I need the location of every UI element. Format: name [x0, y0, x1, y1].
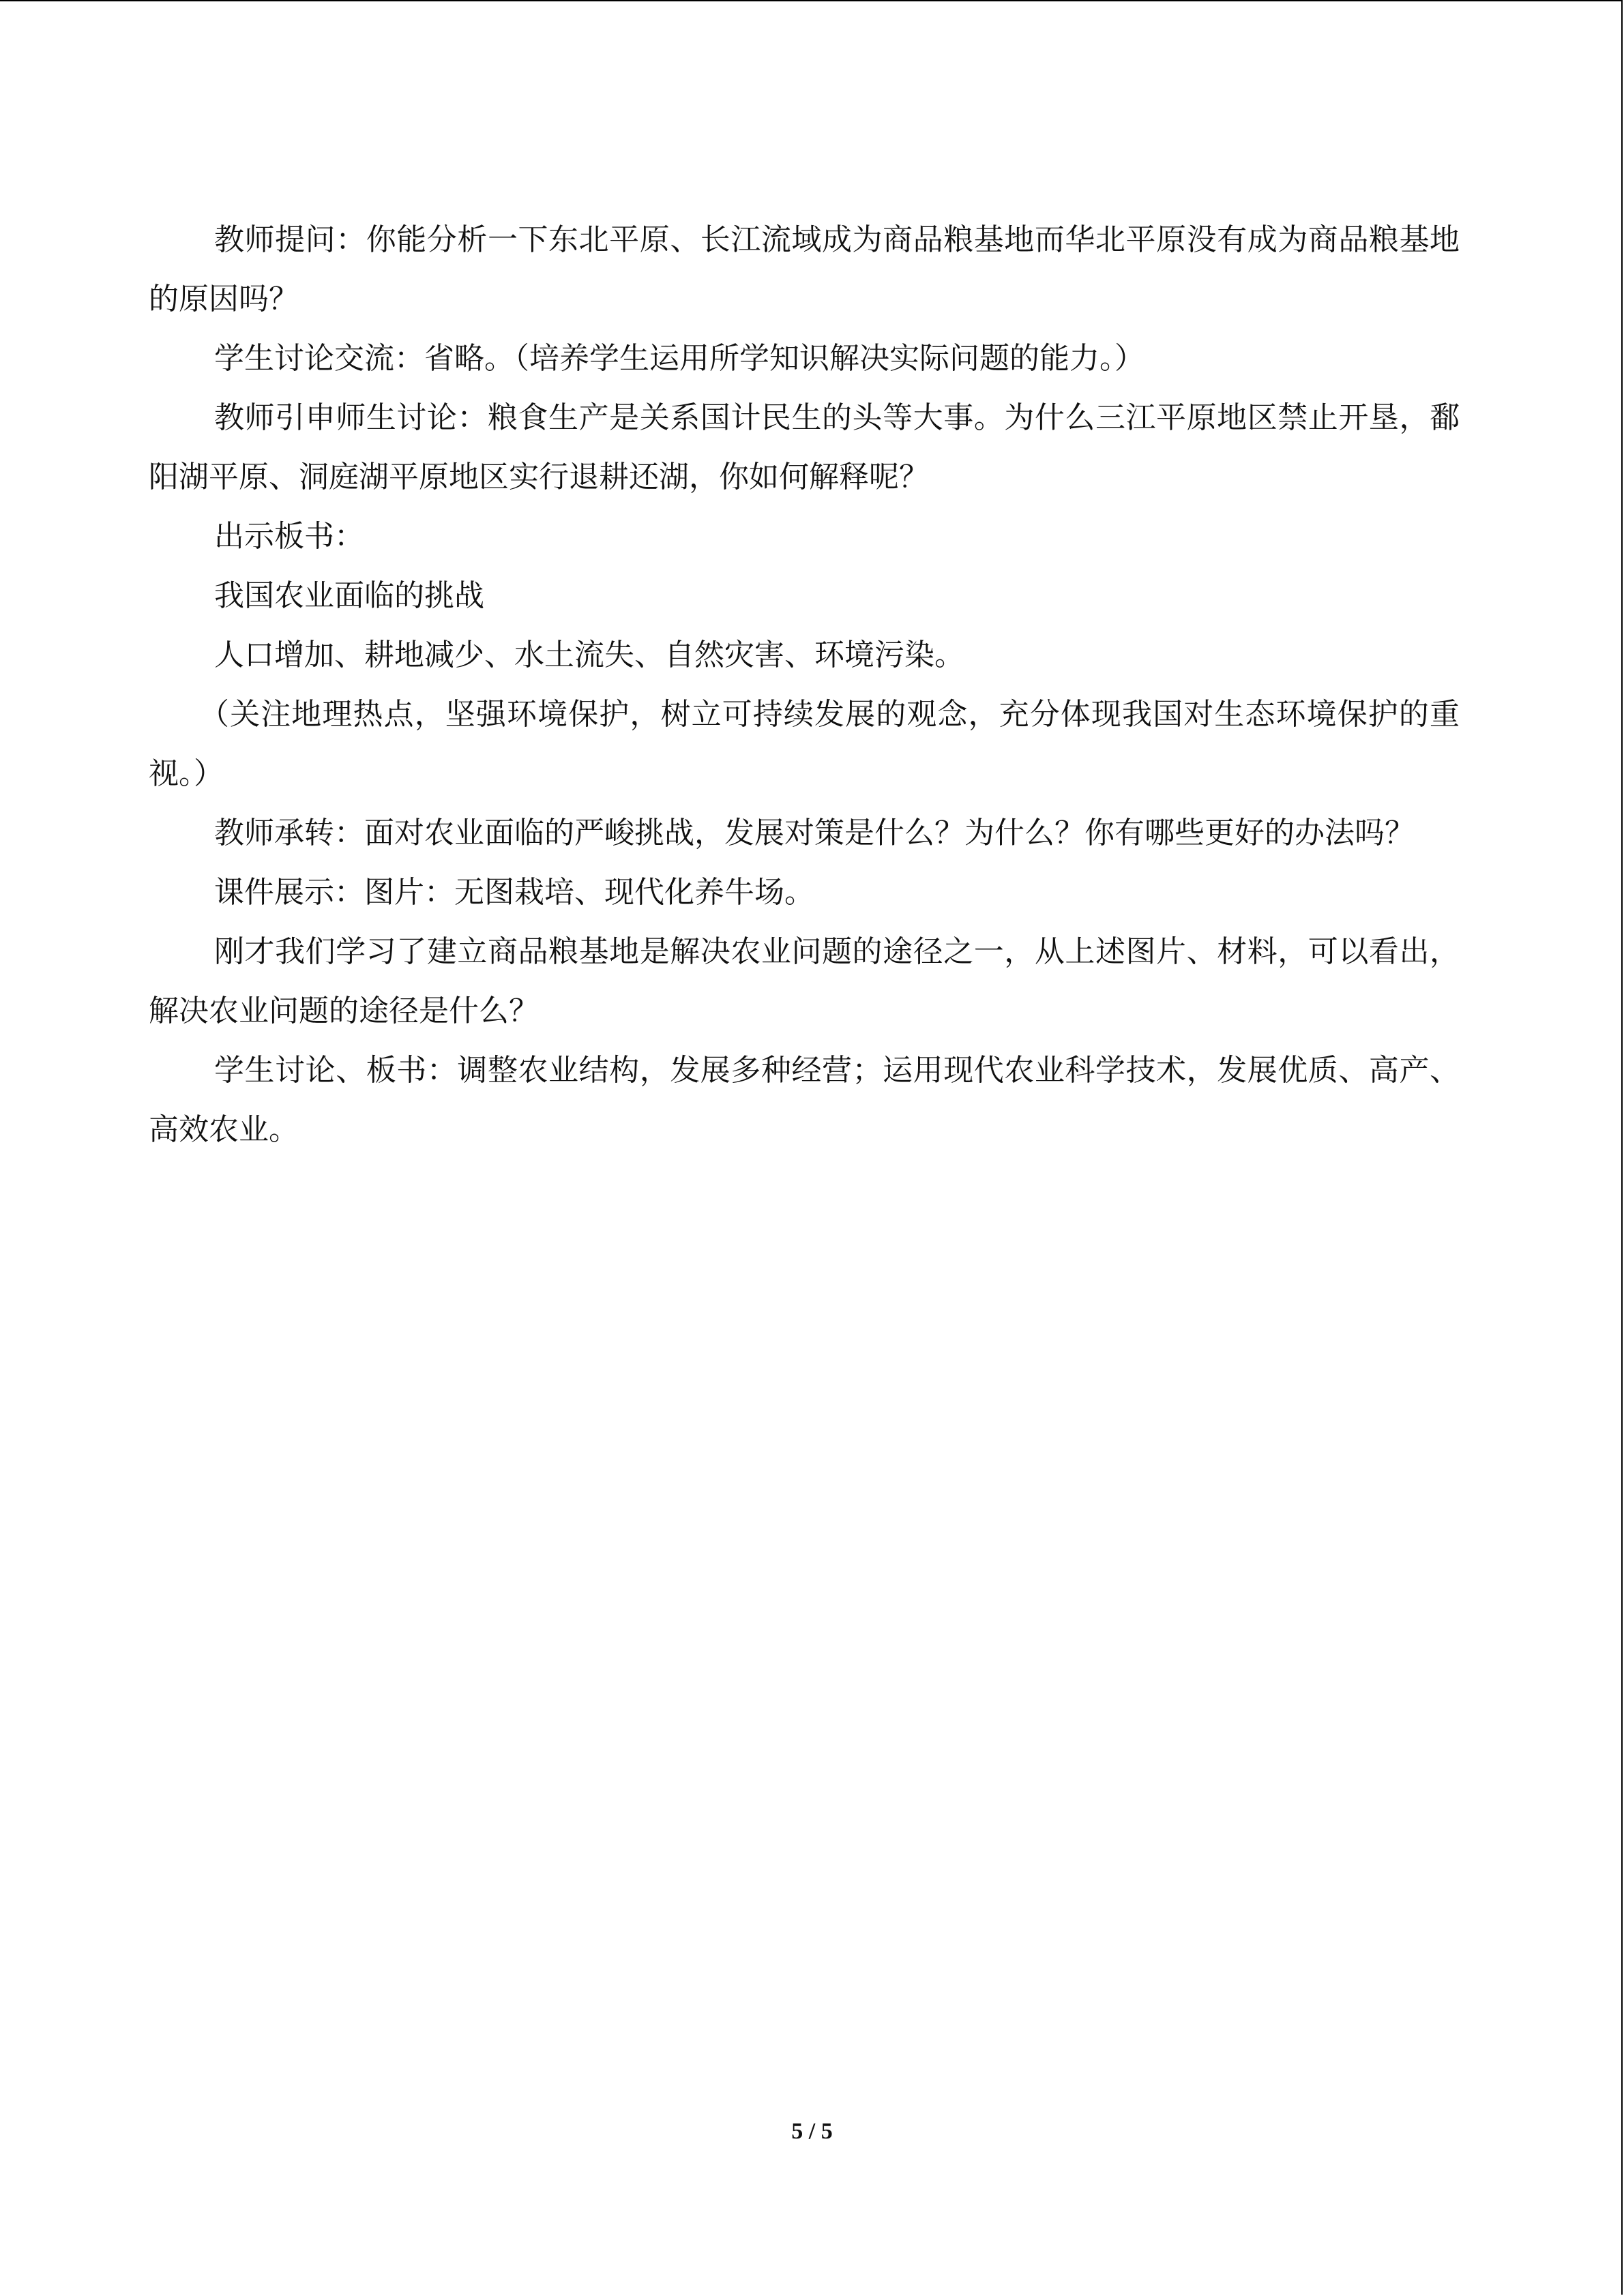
paragraph-teacher-question: 教师提问：你能分析一下东北平原、长江流域成为商品粮基地而华北平原没有成为商品粮基地的原因吗？: [149, 222, 1460, 316]
paragraph-hotspot-note: （关注地理热点，坚强环境保护，树立可持续发展的观念，充分体现我国对生态环境保护的重视。）: [149, 697, 1460, 791]
paragraph-solution-question: 刚才我们学习了建立商品粮基地是解决农业问题的途径之一，从上述图片、材料，可以看出，解决农业问题的途径是什么？: [149, 934, 1460, 1028]
page-number: 5 / 5: [791, 2119, 833, 2144]
paragraph-board-heading: 我国农业面临的挑战: [214, 578, 484, 613]
paragraph-student-board: 学生讨论、板书：调整农业结构，发展多种经营；运用现代农业科学技术，发展优质、高产、高效农业。: [149, 1053, 1460, 1147]
paragraph-student-discussion: 学生讨论交流：省略。（培养学生运用所学知识解决实际问题的能力。）: [214, 341, 1145, 376]
paragraph-teacher-extension: 教师引申师生讨论：粮食生产是关系国计民生的头等大事。为什么三江平原地区禁止开垦，鄱阳湖平原、洞庭湖平原地区实行退耕还湖，你如何解释呢？: [149, 400, 1460, 494]
paragraph-show-board: 出示板书：: [214, 519, 364, 554]
paragraph-teacher-transition: 教师承转：面对农业面临的严峻挑战，发展对策是什么？为什么？你有哪些更好的办法吗？: [214, 816, 1415, 850]
paragraph-courseware-display: 课件展示：图片：无图栽培、现代化养牛场。: [214, 875, 814, 910]
paragraph-challenges-list: 人口增加、耕地减少、水土流失、自然灾害、环境污染。: [214, 638, 964, 672]
document-body: [149, 210, 1460, 1159]
